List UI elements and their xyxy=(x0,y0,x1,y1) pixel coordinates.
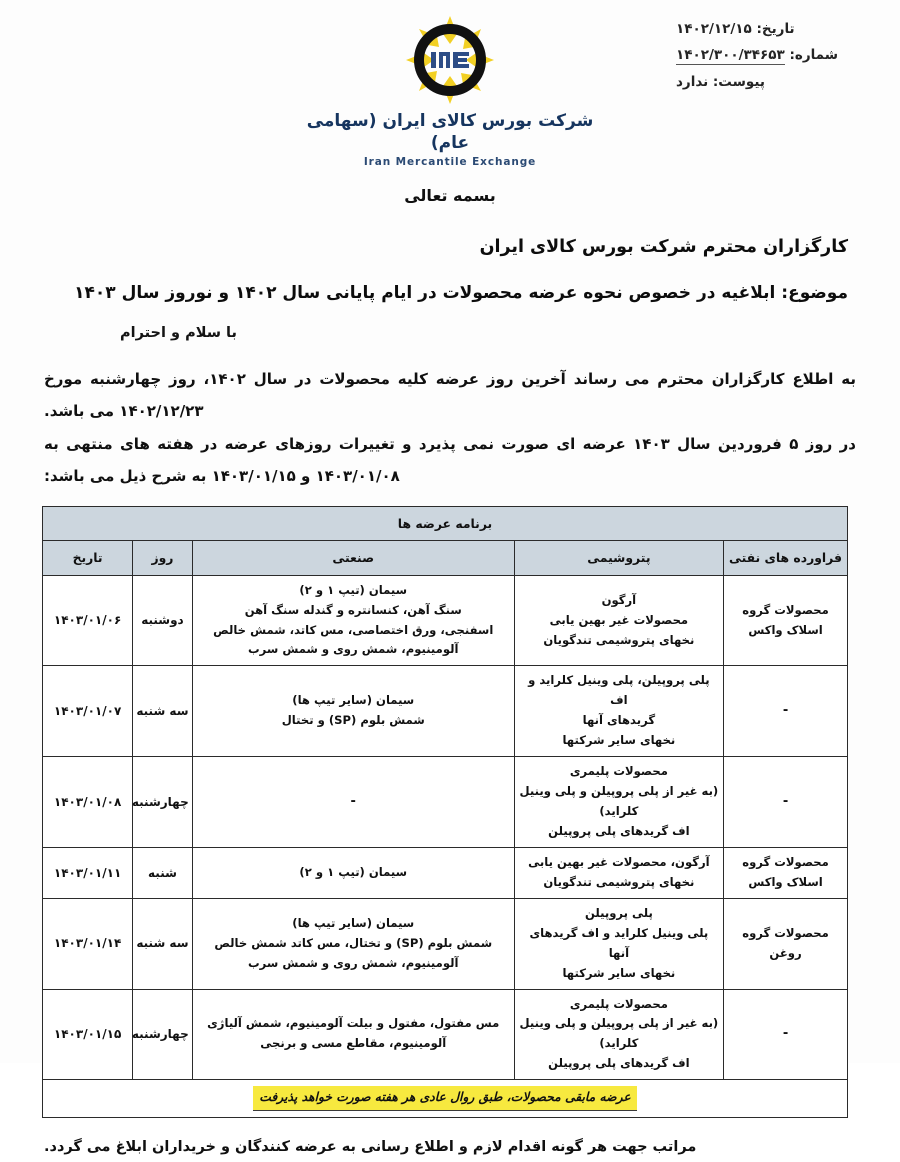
offers-schedule-table xyxy=(42,506,848,1118)
table-row xyxy=(43,575,848,666)
cell-petrochemical-line: نخهای سایر شرکتها xyxy=(562,965,676,980)
table-header-row xyxy=(43,541,848,575)
organization-name-fa: شرکت بورس کالای ایران (سهامی عام) xyxy=(306,111,594,154)
meta-attachment xyxy=(676,69,838,95)
footnote-highlight: عرضه مابقی محصولات، طبق روال عادی هر هفته صورت خواهد پذیرفت xyxy=(253,1086,636,1111)
cell-industrial-line: سیمان (سایر تیپ ها) xyxy=(292,915,415,930)
column-header-oil: فراورده های نفتی xyxy=(724,541,848,575)
cell-industrial-line: مس مفتول، مفتول و بیلت آلومینیوم، شمش آلیاژی xyxy=(207,1016,500,1031)
column-header-date: تاریخ xyxy=(43,541,133,575)
table-foot xyxy=(43,1080,848,1118)
cell-petrochemical xyxy=(514,989,723,1080)
cell-petrochemical xyxy=(514,847,723,898)
cell-petrochemical-line: آرگون، محصولات غیر بهین یابی xyxy=(528,854,710,869)
offers-table-wrapper xyxy=(42,506,848,1118)
subject-line: موضوع: ابلاغیه در خصوص نحوه عرضه محصولات در ایام پایانی سال ۱۴۰۲ و نوروز سال ۱۴۰۳ xyxy=(74,283,848,303)
cell-oil-products xyxy=(724,757,848,848)
cell-oil-products-line: محصولات گروه xyxy=(742,854,829,869)
document-header xyxy=(0,0,900,169)
table-head xyxy=(43,507,848,576)
table-banner-cell: برنامه عرضه ها xyxy=(43,507,848,541)
ime-logo-icon xyxy=(404,14,496,106)
meta-date-value: ۱۴۰۲/۱۲/۱۵ xyxy=(676,21,752,37)
cell-oil-products-line: - xyxy=(782,703,789,719)
cell-petrochemical-line: (به غیر از پلی پروپیلن و پلی وینیل کلراید) xyxy=(519,1016,719,1051)
salutation-line: با سلام و احترام xyxy=(120,325,237,341)
cell-petrochemical-line: نخهای پتروشیمی تندگویان xyxy=(543,632,695,647)
table-body xyxy=(43,575,848,1080)
cell-day: چهارشنبه xyxy=(133,757,193,848)
column-header-day: روز xyxy=(133,541,193,575)
cell-industrial-line: سیمان (تیپ ۱ و ۲) xyxy=(299,582,408,597)
cell-petrochemical-line: پلی وینیل کلراید و اف گریدهای آنها xyxy=(529,925,709,960)
cell-petrochemical-line: محصولات غیر بهین یابی xyxy=(549,612,689,627)
cell-petrochemical-line: اف گریدهای پلی پروپیلن xyxy=(548,1056,690,1071)
cell-industrial xyxy=(192,989,514,1080)
cell-day: شنبه xyxy=(133,847,193,898)
meta-attachment-value: ندارد xyxy=(676,73,709,90)
cell-industrial-line: سنگ آهن، کنسانتره و گندله سنگ آهن xyxy=(244,602,462,617)
cell-oil-products-line: محصولات گروه xyxy=(742,925,829,940)
basmala-line: بسمه تعالی xyxy=(404,186,496,205)
table-row xyxy=(43,989,848,1080)
cell-oil-products-line: روغن xyxy=(769,945,802,960)
column-header-petrochemical: پتروشیمی xyxy=(514,541,723,575)
addressee-line: کارگزاران محترم شرکت بورس کالای ایران xyxy=(479,237,848,257)
cell-industrial-line: - xyxy=(350,793,356,809)
organization-name-en: Iran Mercantile Exchange xyxy=(363,156,537,169)
cell-oil-products xyxy=(724,898,848,989)
body-line-2: در روز ۵ فروردین سال ۱۴۰۳ عرضه ای صورت نمی پذیرد و تغییرات روزهای عرضه در هفته های منتهی به ۱۴۰۳/۰۱/۰۸ و ۱۴۰۳/۰۱/۱۵ به شرح ذیل می باشد: xyxy=(44,434,856,485)
table-footnote-row xyxy=(43,1080,848,1118)
cell-oil-products xyxy=(724,847,848,898)
cell-oil-products-line: اسلاک واکس xyxy=(748,874,823,889)
column-header-industrial: صنعتی xyxy=(192,541,514,575)
cell-industrial xyxy=(192,757,514,848)
cell-industrial-line: آلومینیوم، شمش روی و شمش سرب xyxy=(248,955,459,970)
cell-industrial-line: سیمان (سایر تیپ ها) xyxy=(292,693,415,708)
meta-number-value: ۱۴۰۲/۳۰۰/۳۴۶۵۳ xyxy=(676,47,785,64)
cell-industrial-line: آلومینیوم، شمش روی و شمش سرب xyxy=(248,642,459,657)
cell-industrial xyxy=(192,575,514,666)
cell-industrial-line: سیمان (تیپ ۱ و ۲) xyxy=(299,864,408,879)
cell-oil-products-line: اسلاک واکس xyxy=(748,622,823,637)
cell-date: ۱۴۰۳/۰۱/۰۷ xyxy=(43,666,133,757)
cell-date: ۱۴۰۳/۰۱/۰۶ xyxy=(43,575,133,666)
cell-petrochemical-line: نخهای سایر شرکتها xyxy=(562,733,676,748)
cell-petrochemical xyxy=(514,898,723,989)
body-line-1: به اطلاع کارگزاران محترم می رساند آخرین روز عرضه کلیه محصولات در سال ۱۴۰۲، روز چهارشنبه مورخ ۱۴۰۲/۱۲/۲۳ می باشد. xyxy=(44,370,856,421)
cell-industrial-line: آلومینیوم، مقاطع مسی و برنجی xyxy=(260,1036,447,1051)
meta-attachment-label: پیوست: xyxy=(712,73,765,90)
meta-number-label: شماره: xyxy=(789,47,838,64)
organization-logo-block xyxy=(285,14,615,168)
cell-petrochemical xyxy=(514,666,723,757)
cell-day: دوشنبه xyxy=(133,575,193,666)
table-footnote-cell xyxy=(43,1080,848,1118)
cell-oil-products xyxy=(724,989,848,1080)
cell-petrochemical-line: آرگون xyxy=(601,592,637,607)
cell-date: ۱۴۰۳/۰۱/۱۴ xyxy=(43,898,133,989)
cell-oil-products xyxy=(724,575,848,666)
cell-petrochemical-line: پلی پروپیلن xyxy=(584,905,653,920)
cell-date: ۱۴۰۳/۰۱/۱۱ xyxy=(43,847,133,898)
meta-number xyxy=(676,42,838,68)
cell-petrochemical-line: گریدهای آنها xyxy=(582,713,656,728)
closing-line: مراتب جهت هر گونه اقدام لازم و اطلاع رسانی به عرضه کنندگان و خریداران ابلاغ می گردد. xyxy=(44,1139,697,1156)
cell-date: ۱۴۰۳/۰۱/۰۸ xyxy=(43,757,133,848)
cell-petrochemical-line: اف گریدهای پلی پروپیلن xyxy=(548,823,690,838)
cell-industrial xyxy=(192,666,514,757)
cell-industrial xyxy=(192,847,514,898)
meta-date xyxy=(676,16,838,42)
cell-oil-products-line: - xyxy=(782,793,789,809)
letter-metadata xyxy=(676,16,838,95)
cell-industrial-line: شمش بلوم (SP) و تختال xyxy=(281,713,425,728)
cell-petrochemical-line: محصولات پلیمری xyxy=(569,996,668,1011)
cell-oil-products xyxy=(724,666,848,757)
cell-day: سه شنبه xyxy=(133,666,193,757)
table-row xyxy=(43,666,848,757)
cell-industrial-line: شمش بلوم (SP) و تختال، مس کاتد شمش خالص xyxy=(214,935,493,950)
cell-oil-products-line: - xyxy=(782,1026,789,1042)
table-row xyxy=(43,847,848,898)
cell-petrochemical xyxy=(514,757,723,848)
cell-oil-products-line: محصولات گروه xyxy=(742,602,829,617)
cell-petrochemical-line: (به غیر از پلی پروپیلن و پلی وینیل کلراید) xyxy=(519,784,719,819)
table-row xyxy=(43,757,848,848)
cell-petrochemical-line: پلی پروپیلن، پلی وینیل کلراید و اف xyxy=(528,673,710,708)
table-banner-row xyxy=(43,507,848,541)
cell-day: سه شنبه xyxy=(133,898,193,989)
meta-date-label: تاریخ: xyxy=(756,21,795,37)
cell-industrial-line: اسفنجی، ورق اختصاصی، مس کاتد، شمش خالص xyxy=(213,622,494,637)
cell-date: ۱۴۰۳/۰۱/۱۵ xyxy=(43,989,133,1080)
cell-petrochemical-line: محصولات پلیمری xyxy=(569,764,668,779)
body-paragraph xyxy=(44,363,856,492)
cell-petrochemical-line: نخهای پتروشیمی تندگویان xyxy=(543,874,695,889)
cell-petrochemical xyxy=(514,575,723,666)
table-row xyxy=(43,898,848,989)
cell-day: چهارشنبه xyxy=(133,989,193,1080)
cell-industrial xyxy=(192,898,514,989)
